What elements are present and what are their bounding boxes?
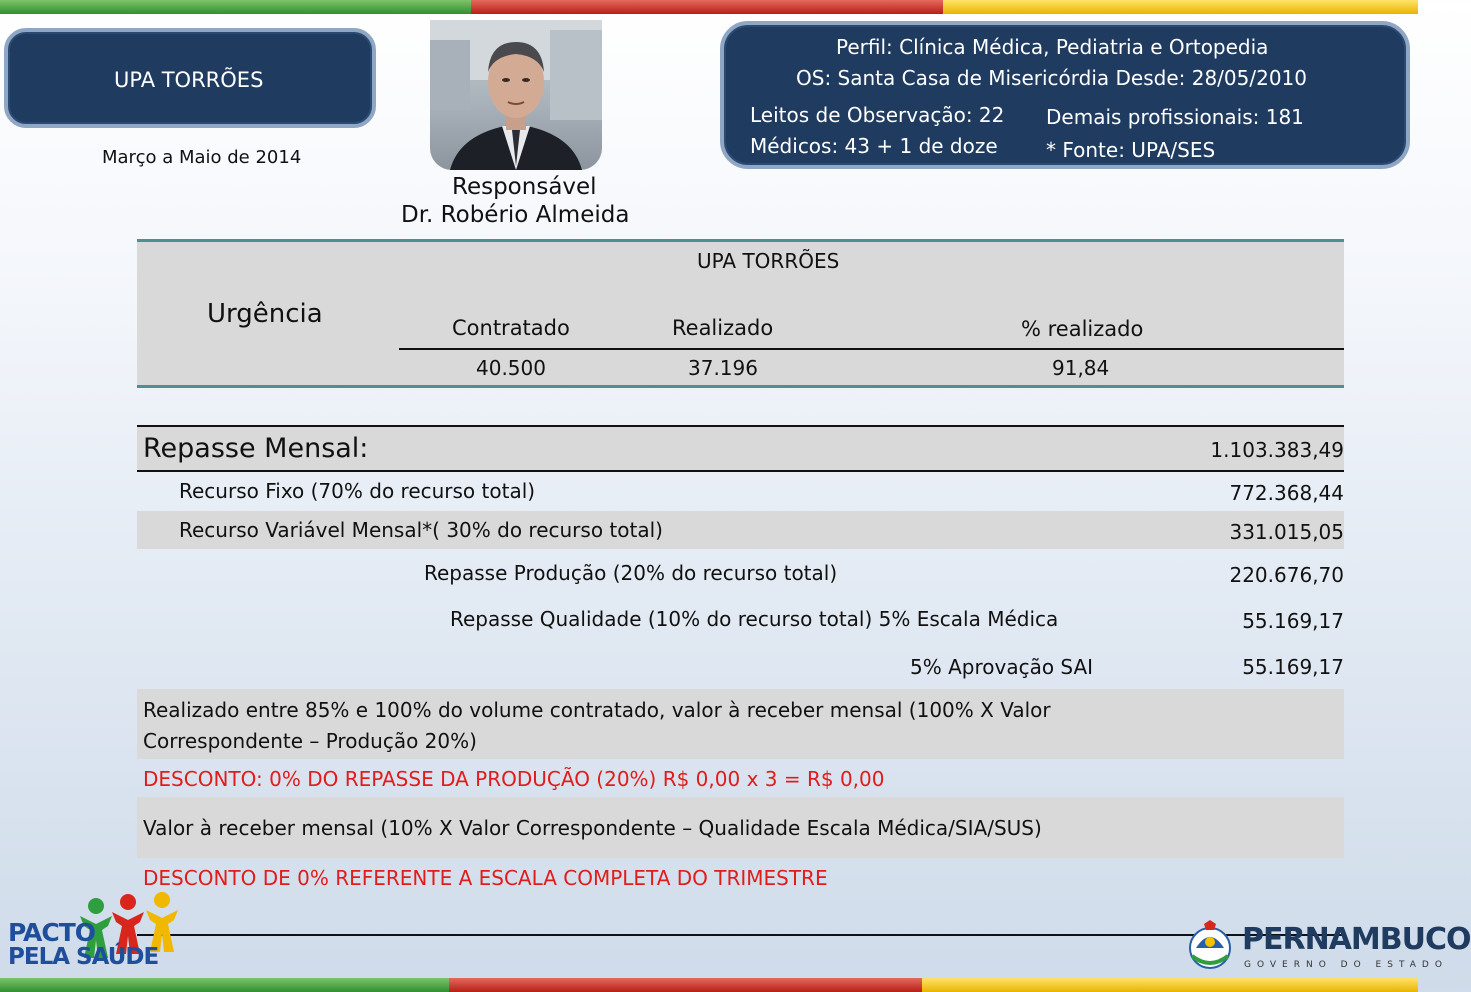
profile-os: OS: Santa Casa de Misericórdia Desde: 28/05/2010	[796, 66, 1308, 90]
urgency-bottom-rule	[137, 385, 1344, 388]
pacto-logo-line1: PACTO	[8, 918, 96, 947]
pernambuco-logo-sub: GOVERNO DO ESTADO	[1244, 960, 1448, 970]
unit-name: UPA TORRÕES	[114, 68, 264, 92]
header-percent-realizado: % realizado	[1021, 317, 1144, 341]
desconto-escala-note: DESCONTO DE 0% REFERENTE A ESCALA COMPLETA DO TRIMESTRE	[143, 866, 828, 890]
repasse-row-label: Recurso Fixo (70% do recurso total)	[179, 479, 536, 503]
header-contratado: Contratado	[452, 316, 570, 340]
person-photo-icon	[430, 20, 602, 170]
pacto-pela-saude-logo	[6, 890, 206, 974]
profile-info-box	[720, 21, 1410, 169]
repasse-row-value: 772.368,44	[1229, 481, 1344, 505]
profile-leitos: Leitos de Observação: 22	[750, 103, 1005, 127]
profile-medicos: Médicos: 43 + 1 de doze	[750, 134, 998, 158]
profile-demais: Demais profissionais: 181	[1046, 105, 1304, 129]
top-color-stripe	[0, 0, 1418, 14]
repasse-row-label: 5% Aprovação SAI	[910, 655, 1094, 679]
repasse-row-value: 220.676,70	[1229, 563, 1344, 587]
repasse-header-rule	[137, 470, 1344, 472]
repasse-row-label: Recurso Variável Mensal*( 30% do recurso total)	[179, 518, 663, 542]
repasse-total: 1.103.383,49	[1210, 438, 1344, 462]
period-label: Março a Maio de 2014	[102, 147, 302, 168]
urgency-section-label: Urgência	[207, 299, 323, 329]
profile-perfil: Perfil: Clínica Médica, Pediatria e Ortopedia	[836, 35, 1269, 59]
urgency-header-rule	[399, 348, 1344, 350]
desconto-producao-note: DESCONTO: 0% DO REPASSE DA PRODUÇÃO (20%) R$ 0,00 x 3 = R$ 0,00	[143, 767, 885, 791]
urgency-table-title: UPA TORRÕES	[697, 249, 840, 273]
realizado-note-line1: Realizado entre 85% e 100% do volume contratado, valor à receber mensal (100% X Valor	[143, 698, 1051, 722]
repasse-row-label: Repasse Qualidade (10% do recurso total) 5% Escala Médica	[450, 607, 1059, 631]
unit-name-box	[4, 28, 376, 128]
responsible-photo	[430, 20, 602, 170]
qualidade-note: Valor à receber mensal (10% X Valor Correspondente – Qualidade Escala Médica/SIA/SUS)	[143, 816, 1042, 840]
value-contratado: 40.500	[476, 356, 546, 380]
responsible-label: Responsável	[452, 174, 597, 200]
urgency-top-rule	[137, 239, 1344, 242]
repasse-row-label: Repasse Produção (20% do recurso total)	[424, 561, 838, 585]
header-realizado: Realizado	[672, 316, 774, 340]
repasse-top-rule	[137, 425, 1344, 427]
repasse-row-value: 55.169,17	[1242, 609, 1344, 633]
repasse-row-value: 331.015,05	[1229, 520, 1344, 544]
repasse-row-value: 55.169,17	[1242, 655, 1344, 679]
realizado-note-line2: Correspondente – Produção 20%)	[143, 729, 477, 753]
value-percent-realizado: 91,84	[1052, 356, 1110, 380]
profile-fonte: * Fonte: UPA/SES	[1046, 138, 1216, 162]
responsible-name: Dr. Robério Almeida	[401, 202, 630, 228]
footer-rule	[137, 934, 1344, 936]
pacto-logo-line2: PELA SAÚDE	[8, 944, 159, 970]
bottom-color-stripe	[0, 978, 1418, 992]
pernambuco-coat-of-arms-icon	[1182, 918, 1238, 974]
repasse-title: Repasse Mensal:	[143, 433, 369, 464]
value-realizado: 37.196	[688, 356, 758, 380]
pernambuco-logo-name: PERNAMBUCO	[1242, 922, 1471, 957]
pernambuco-logo	[1180, 918, 1471, 976]
